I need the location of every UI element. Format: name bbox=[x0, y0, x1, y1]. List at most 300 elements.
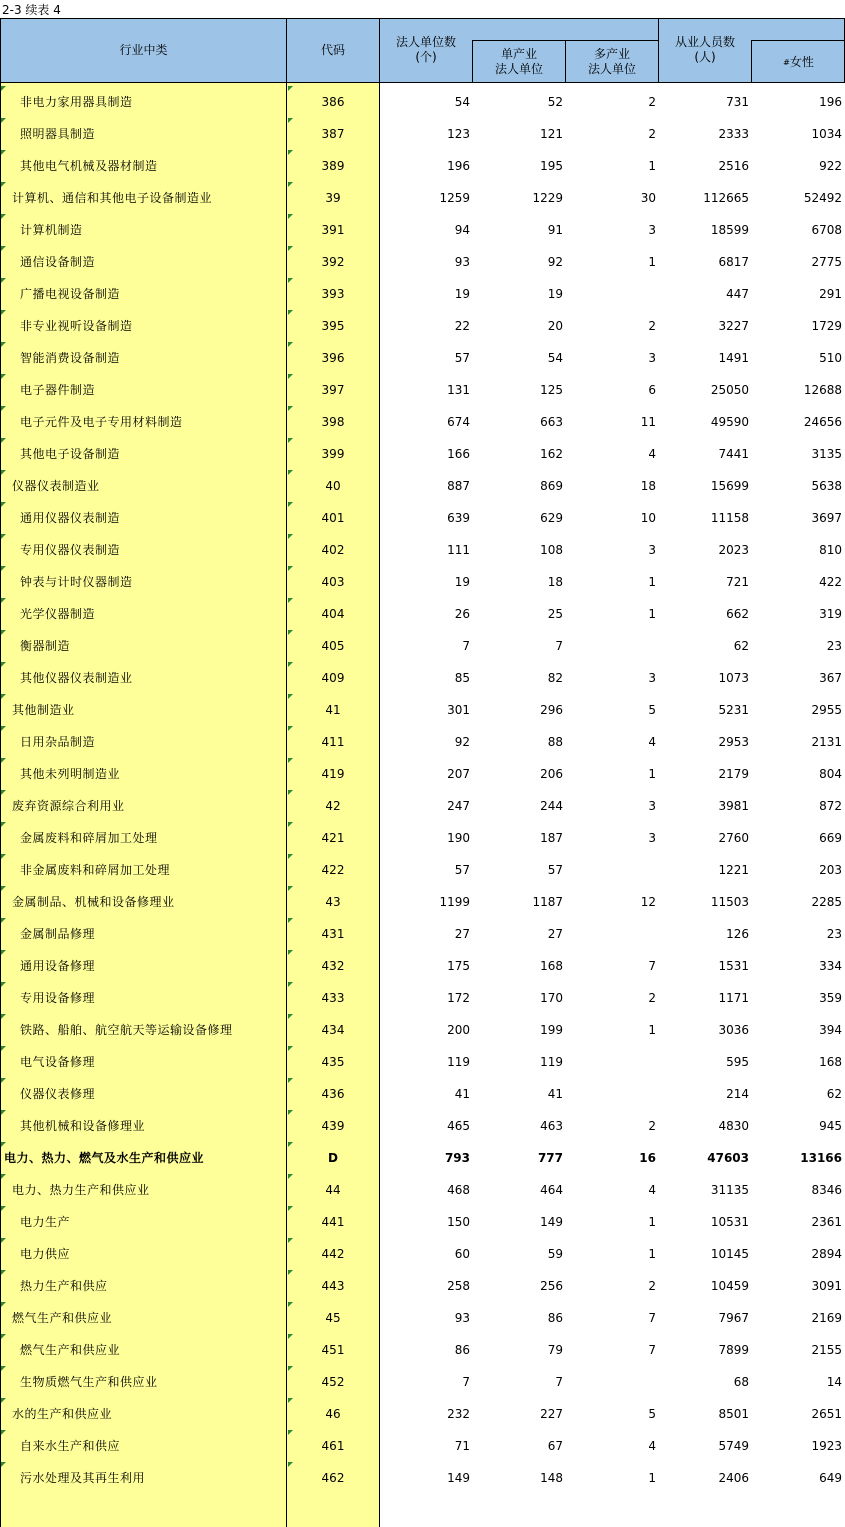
industry-name-cell: 电力供应 bbox=[20, 1247, 71, 1261]
employees-cell: 662 bbox=[726, 607, 749, 621]
multi-industry-cell: 3 bbox=[648, 671, 656, 685]
industry-name-cell: 电气设备修理 bbox=[20, 1055, 96, 1069]
employees-cell: 1491 bbox=[718, 351, 749, 365]
cell-marker-icon bbox=[1, 246, 6, 251]
legal-units-cell: 175 bbox=[447, 959, 470, 973]
grid-line bbox=[751, 40, 752, 82]
code-cell: 442 bbox=[321, 1247, 345, 1261]
female-cell: 810 bbox=[819, 543, 842, 557]
legal-units-cell: 301 bbox=[447, 703, 470, 717]
employees-cell: 1073 bbox=[718, 671, 749, 685]
cell-marker-icon bbox=[1, 854, 6, 859]
cell-marker-icon bbox=[288, 1206, 293, 1211]
industry-name-cell: 通信设备制造 bbox=[20, 255, 96, 269]
cell-marker-icon bbox=[288, 86, 293, 91]
cell-marker-icon bbox=[1, 918, 6, 923]
female-cell: 2894 bbox=[811, 1247, 842, 1261]
code-cell: 461 bbox=[321, 1439, 345, 1453]
table-row bbox=[0, 758, 845, 790]
multi-industry-cell: 1 bbox=[648, 607, 656, 621]
single-industry-cell: 148 bbox=[540, 1471, 563, 1485]
table-row bbox=[0, 1014, 845, 1046]
code-cell: 396 bbox=[321, 351, 345, 365]
cell-marker-icon bbox=[1, 982, 6, 987]
cell-marker-icon bbox=[1, 438, 6, 443]
employees-cell: 1171 bbox=[718, 991, 749, 1005]
grid-line bbox=[286, 18, 287, 1527]
cell-marker-icon bbox=[288, 854, 293, 859]
single-industry-cell: 869 bbox=[540, 479, 563, 493]
legal-units-cell: 639 bbox=[447, 511, 470, 525]
employees-cell: 11158 bbox=[710, 511, 749, 525]
female-cell: 334 bbox=[819, 959, 842, 973]
header-employees-unit: (人) bbox=[694, 50, 716, 64]
female-cell: 2955 bbox=[811, 703, 842, 717]
female-cell: 8346 bbox=[811, 1183, 842, 1197]
cell-marker-icon bbox=[1, 1238, 6, 1243]
cell-marker-icon bbox=[1, 86, 6, 91]
legal-units-cell: 111 bbox=[447, 543, 470, 557]
industry-name-cell: 智能消费设备制造 bbox=[20, 351, 121, 365]
code-cell: 434 bbox=[321, 1023, 345, 1037]
cell-marker-icon bbox=[1, 758, 6, 763]
cell-marker-icon bbox=[288, 886, 293, 891]
female-cell: 367 bbox=[819, 671, 842, 685]
legal-units-cell: 1199 bbox=[439, 895, 470, 909]
multi-industry-cell: 4 bbox=[648, 1439, 656, 1453]
cell-marker-icon bbox=[1, 598, 6, 603]
legal-units-cell: 674 bbox=[447, 415, 470, 429]
female-cell: 649 bbox=[819, 1471, 842, 1485]
industry-name-cell: 电力生产 bbox=[20, 1215, 71, 1229]
industry-name-cell: 燃气生产和供应业 bbox=[12, 1311, 113, 1325]
single-industry-cell: 88 bbox=[547, 735, 563, 749]
multi-industry-cell: 5 bbox=[648, 1407, 656, 1421]
employees-cell: 5231 bbox=[718, 703, 749, 717]
table-row bbox=[0, 950, 845, 982]
cell-marker-icon bbox=[1, 1078, 6, 1083]
multi-industry-cell: 2 bbox=[648, 127, 656, 141]
table-row bbox=[0, 118, 845, 150]
single-industry-cell: 20 bbox=[547, 319, 563, 333]
table-row bbox=[0, 214, 845, 246]
table-row bbox=[0, 1142, 845, 1174]
single-industry-cell: 59 bbox=[547, 1247, 563, 1261]
cell-marker-icon bbox=[1, 150, 6, 155]
industry-name-cell: 光学仪器制造 bbox=[20, 607, 96, 621]
cell-marker-icon bbox=[1, 342, 6, 347]
legal-units-cell: 149 bbox=[447, 1471, 470, 1485]
industry-name-cell: 生物质燃气生产和供应业 bbox=[20, 1375, 158, 1389]
industry-name-cell: 热力生产和供应 bbox=[20, 1279, 108, 1293]
multi-industry-cell: 12 bbox=[640, 895, 656, 909]
legal-units-cell: 232 bbox=[447, 1407, 470, 1421]
header-top-border bbox=[0, 18, 845, 19]
header-industry: 行业中类 bbox=[119, 43, 168, 57]
multi-industry-cell: 18 bbox=[640, 479, 656, 493]
code-cell: 404 bbox=[321, 607, 345, 621]
table-row bbox=[0, 1046, 845, 1078]
legal-units-cell: 200 bbox=[447, 1023, 470, 1037]
legal-units-cell: 92 bbox=[454, 735, 470, 749]
table-row bbox=[0, 534, 845, 566]
table-row bbox=[0, 726, 845, 758]
code-cell: 439 bbox=[321, 1119, 345, 1133]
cell-marker-icon bbox=[288, 822, 293, 827]
multi-industry-cell: 3 bbox=[648, 831, 656, 845]
code-cell: 45 bbox=[325, 1311, 341, 1325]
header-bottom-border bbox=[0, 82, 845, 83]
table-title: 2-3 续表 4 bbox=[2, 3, 61, 17]
industry-name-cell: 广播电视设备制造 bbox=[20, 287, 121, 301]
legal-units-cell: 19 bbox=[454, 287, 470, 301]
cell-marker-icon bbox=[288, 470, 293, 475]
cell-marker-icon bbox=[1, 310, 6, 315]
header-female-mark: # bbox=[783, 57, 790, 67]
cell-marker-icon bbox=[1, 1462, 6, 1467]
female-cell: 2131 bbox=[811, 735, 842, 749]
industry-name-cell: 其他电气机械及器材制造 bbox=[20, 159, 158, 173]
employees-cell: 7441 bbox=[718, 447, 749, 461]
employees-cell: 18599 bbox=[710, 223, 749, 237]
multi-industry-cell: 3 bbox=[648, 543, 656, 557]
industry-name-cell: 电力、热力、燃气及水生产和供应业 bbox=[4, 1151, 205, 1165]
cell-marker-icon bbox=[288, 1142, 293, 1147]
single-industry-cell: 41 bbox=[547, 1087, 563, 1101]
employees-cell: 721 bbox=[726, 575, 749, 589]
grid-line bbox=[379, 18, 380, 1527]
legal-units-cell: 7 bbox=[462, 1375, 470, 1389]
legal-units-cell: 85 bbox=[454, 671, 470, 685]
industry-name-cell: 电子元件及电子专用材料制造 bbox=[20, 415, 183, 429]
industry-name-cell: 计算机、通信和其他电子设备制造业 bbox=[12, 191, 213, 205]
code-cell: 39 bbox=[325, 191, 341, 205]
cell-marker-icon bbox=[288, 598, 293, 603]
legal-units-cell: 19 bbox=[454, 575, 470, 589]
female-cell: 196 bbox=[819, 95, 842, 109]
single-industry-cell: 79 bbox=[547, 1343, 563, 1357]
multi-industry-cell: 1 bbox=[648, 159, 656, 173]
code-cell: 433 bbox=[321, 991, 345, 1005]
employees-cell: 112665 bbox=[703, 191, 749, 205]
code-cell: 411 bbox=[321, 735, 345, 749]
single-industry-cell: 1187 bbox=[532, 895, 563, 909]
cell-marker-icon bbox=[1, 1206, 6, 1211]
header-legal-units-label: 法人单位数 bbox=[395, 35, 456, 49]
cell-marker-icon bbox=[1, 950, 6, 955]
single-industry-cell: 1229 bbox=[532, 191, 563, 205]
table-row bbox=[0, 1462, 845, 1494]
employees-cell: 447 bbox=[726, 287, 749, 301]
cell-marker-icon bbox=[288, 1398, 293, 1403]
single-industry-cell: 206 bbox=[540, 767, 563, 781]
cell-marker-icon bbox=[1, 278, 6, 283]
cell-marker-icon bbox=[1, 1142, 6, 1147]
header-multi-label: 多产业 bbox=[593, 47, 630, 61]
table-row bbox=[0, 822, 845, 854]
female-cell: 13166 bbox=[800, 1151, 842, 1165]
table-row bbox=[0, 1302, 845, 1334]
cell-marker-icon bbox=[1, 182, 6, 187]
employees-cell: 10531 bbox=[710, 1215, 749, 1229]
single-industry-cell: 199 bbox=[540, 1023, 563, 1037]
female-cell: 359 bbox=[819, 991, 842, 1005]
single-industry-cell: 162 bbox=[540, 447, 563, 461]
employees-cell: 214 bbox=[726, 1087, 749, 1101]
legal-units-cell: 7 bbox=[462, 639, 470, 653]
female-cell: 2155 bbox=[811, 1343, 842, 1357]
multi-industry-cell: 2 bbox=[648, 1119, 656, 1133]
single-industry-cell: 52 bbox=[547, 95, 563, 109]
employees-cell: 4830 bbox=[718, 1119, 749, 1133]
industry-name-cell: 污水处理及其再生利用 bbox=[20, 1471, 146, 1485]
employees-cell: 5749 bbox=[718, 1439, 749, 1453]
multi-industry-cell: 1 bbox=[648, 1471, 656, 1485]
legal-units-cell: 207 bbox=[447, 767, 470, 781]
multi-industry-cell: 2 bbox=[648, 319, 656, 333]
cell-marker-icon bbox=[288, 918, 293, 923]
code-cell: 387 bbox=[321, 127, 345, 141]
industry-name-cell: 其他仪器仪表制造业 bbox=[20, 671, 133, 685]
single-industry-cell: 227 bbox=[540, 1407, 563, 1421]
legal-units-cell: 887 bbox=[447, 479, 470, 493]
code-cell: 452 bbox=[321, 1375, 345, 1389]
female-cell: 1923 bbox=[811, 1439, 842, 1453]
employees-cell: 7967 bbox=[718, 1311, 749, 1325]
legal-units-cell: 123 bbox=[447, 127, 470, 141]
female-cell: 6708 bbox=[811, 223, 842, 237]
table-row bbox=[0, 1110, 845, 1142]
cell-marker-icon bbox=[288, 278, 293, 283]
female-cell: 23 bbox=[826, 639, 842, 653]
single-industry-cell: 125 bbox=[540, 383, 563, 397]
table-row bbox=[0, 854, 845, 886]
single-industry-cell: 168 bbox=[540, 959, 563, 973]
code-cell: 451 bbox=[321, 1343, 345, 1357]
cell-marker-icon bbox=[1, 406, 6, 411]
female-cell: 510 bbox=[819, 351, 842, 365]
header-code: 代码 bbox=[320, 43, 345, 57]
industry-name-cell: 日用杂品制造 bbox=[20, 735, 96, 749]
legal-units-cell: 119 bbox=[447, 1055, 470, 1069]
legal-units-cell: 166 bbox=[447, 447, 470, 461]
multi-industry-cell: 7 bbox=[648, 1343, 656, 1357]
cell-marker-icon bbox=[288, 406, 293, 411]
grid-line bbox=[0, 18, 1, 1527]
multi-industry-cell: 3 bbox=[648, 351, 656, 365]
grid-line bbox=[565, 40, 566, 82]
female-cell: 1034 bbox=[811, 127, 842, 141]
cell-marker-icon bbox=[288, 1078, 293, 1083]
employees-cell: 126 bbox=[726, 927, 749, 941]
cell-marker-icon bbox=[1, 470, 6, 475]
female-cell: 804 bbox=[819, 767, 842, 781]
single-industry-cell: 57 bbox=[547, 863, 563, 877]
header-sub-border-2 bbox=[751, 40, 845, 41]
multi-industry-cell: 1 bbox=[648, 1215, 656, 1229]
employees-cell: 2953 bbox=[718, 735, 749, 749]
legal-units-cell: 258 bbox=[447, 1279, 470, 1293]
female-cell: 62 bbox=[826, 1087, 842, 1101]
industry-name-cell: 金属废料和碎屑加工处理 bbox=[20, 831, 158, 845]
female-cell: 669 bbox=[819, 831, 842, 845]
header-legal-units bbox=[380, 33, 472, 67]
table-row bbox=[0, 342, 845, 374]
female-cell: 945 bbox=[819, 1119, 842, 1133]
table-row bbox=[0, 1078, 845, 1110]
industry-name-cell: 非金属废料和碎屑加工处理 bbox=[20, 863, 171, 877]
cell-marker-icon bbox=[1, 662, 6, 667]
code-cell: 421 bbox=[321, 831, 345, 845]
legal-units-cell: 93 bbox=[454, 1311, 470, 1325]
code-cell: 399 bbox=[321, 447, 345, 461]
industry-name-cell: 通用设备修理 bbox=[20, 959, 96, 973]
table-row bbox=[0, 886, 845, 918]
female-cell: 1729 bbox=[811, 319, 842, 333]
female-cell: 291 bbox=[819, 287, 842, 301]
employees-cell: 15699 bbox=[710, 479, 749, 493]
single-industry-cell: 25 bbox=[547, 607, 563, 621]
legal-units-cell: 54 bbox=[454, 95, 470, 109]
table-row bbox=[0, 662, 845, 694]
cell-marker-icon bbox=[1, 1174, 6, 1179]
industry-name-cell: 水的生产和供应业 bbox=[12, 1407, 113, 1421]
single-industry-cell: 19 bbox=[547, 287, 563, 301]
table-row bbox=[0, 1398, 845, 1430]
code-cell: 403 bbox=[321, 575, 345, 589]
code-cell: 419 bbox=[321, 767, 345, 781]
single-industry-cell: 7 bbox=[555, 1375, 563, 1389]
code-cell: 395 bbox=[321, 319, 345, 333]
cell-marker-icon bbox=[1, 118, 6, 123]
cell-marker-icon bbox=[288, 1462, 293, 1467]
employees-cell: 6817 bbox=[718, 255, 749, 269]
cell-marker-icon bbox=[288, 1430, 293, 1435]
code-cell: 46 bbox=[325, 1407, 341, 1421]
cell-marker-icon bbox=[288, 950, 293, 955]
multi-industry-cell: 2 bbox=[648, 1279, 656, 1293]
single-industry-cell: 244 bbox=[540, 799, 563, 813]
code-cell: 389 bbox=[321, 159, 345, 173]
employees-cell: 731 bbox=[726, 95, 749, 109]
employees-cell: 7899 bbox=[718, 1343, 749, 1357]
industry-name-cell: 照明器具制造 bbox=[20, 127, 96, 141]
single-industry-cell: 629 bbox=[540, 511, 563, 525]
industry-name-cell: 钟表与计时仪器制造 bbox=[20, 575, 133, 589]
multi-industry-cell: 11 bbox=[640, 415, 656, 429]
table-row bbox=[0, 630, 845, 662]
industry-name-cell: 非电力家用器具制造 bbox=[20, 95, 133, 109]
female-cell: 52492 bbox=[803, 191, 842, 205]
grid-line bbox=[472, 40, 473, 82]
table-row bbox=[0, 1206, 845, 1238]
cell-marker-icon bbox=[1, 886, 6, 891]
header-employees bbox=[659, 33, 751, 67]
industry-name-cell: 衡器制造 bbox=[20, 639, 71, 653]
employees-cell: 49590 bbox=[710, 415, 749, 429]
single-industry-cell: 18 bbox=[547, 575, 563, 589]
multi-industry-cell: 1 bbox=[648, 255, 656, 269]
code-cell: 402 bbox=[321, 543, 345, 557]
legal-units-cell: 93 bbox=[454, 255, 470, 269]
employees-cell: 595 bbox=[726, 1055, 749, 1069]
table-row bbox=[0, 982, 845, 1014]
single-industry-cell: 187 bbox=[540, 831, 563, 845]
employees-cell: 3981 bbox=[718, 799, 749, 813]
code-cell: 398 bbox=[321, 415, 345, 429]
multi-industry-cell: 2 bbox=[648, 991, 656, 1005]
female-cell: 3091 bbox=[811, 1279, 842, 1293]
cell-marker-icon bbox=[288, 566, 293, 571]
code-cell: 462 bbox=[321, 1471, 345, 1485]
header-multi bbox=[566, 43, 658, 81]
cell-marker-icon bbox=[288, 502, 293, 507]
code-cell: 405 bbox=[321, 639, 345, 653]
cell-marker-icon bbox=[1, 502, 6, 507]
industry-name-cell: 仪器仪表制造业 bbox=[12, 479, 100, 493]
code-cell: 44 bbox=[325, 1183, 341, 1197]
employees-cell: 25050 bbox=[710, 383, 749, 397]
industry-name-cell: 专用仪器仪表制造 bbox=[20, 543, 121, 557]
legal-units-cell: 86 bbox=[454, 1343, 470, 1357]
cell-marker-icon bbox=[288, 1014, 293, 1019]
cell-marker-icon bbox=[1, 214, 6, 219]
table-row bbox=[0, 150, 845, 182]
employees-cell: 31135 bbox=[710, 1183, 749, 1197]
cell-marker-icon bbox=[1, 1366, 6, 1371]
table-row bbox=[0, 566, 845, 598]
female-cell: 394 bbox=[819, 1023, 842, 1037]
female-cell: 3697 bbox=[811, 511, 842, 525]
table-row bbox=[0, 1334, 845, 1366]
multi-industry-cell: 4 bbox=[648, 1183, 656, 1197]
multi-industry-cell: 2 bbox=[648, 95, 656, 109]
multi-industry-cell: 4 bbox=[648, 447, 656, 461]
female-cell: 319 bbox=[819, 607, 842, 621]
employees-cell: 68 bbox=[733, 1375, 749, 1389]
table-row bbox=[0, 694, 845, 726]
legal-units-cell: 465 bbox=[447, 1119, 470, 1133]
legal-units-cell: 60 bbox=[454, 1247, 470, 1261]
industry-name-cell: 其他制造业 bbox=[12, 703, 75, 717]
table-row bbox=[0, 310, 845, 342]
table-row bbox=[0, 1174, 845, 1206]
female-cell: 2775 bbox=[811, 255, 842, 269]
single-industry-cell: 86 bbox=[547, 1311, 563, 1325]
legal-units-cell: 22 bbox=[454, 319, 470, 333]
table-row bbox=[0, 246, 845, 278]
single-industry-cell: 777 bbox=[537, 1151, 563, 1165]
code-cell: 432 bbox=[321, 959, 345, 973]
grid-line bbox=[658, 18, 659, 82]
cell-marker-icon bbox=[288, 150, 293, 155]
code-cell: 397 bbox=[321, 383, 345, 397]
table-header bbox=[0, 19, 845, 82]
employees-cell: 62 bbox=[733, 639, 749, 653]
legal-units-cell: 190 bbox=[447, 831, 470, 845]
cell-marker-icon bbox=[1, 1014, 6, 1019]
code-cell: 431 bbox=[321, 927, 345, 941]
cell-marker-icon bbox=[1, 694, 6, 699]
code-cell: 422 bbox=[321, 863, 345, 877]
employees-cell: 2406 bbox=[718, 1471, 749, 1485]
table-row bbox=[0, 374, 845, 406]
cell-marker-icon bbox=[288, 1334, 293, 1339]
cell-marker-icon bbox=[288, 182, 293, 187]
legal-units-cell: 57 bbox=[454, 351, 470, 365]
cell-marker-icon bbox=[1, 822, 6, 827]
employees-cell: 2516 bbox=[718, 159, 749, 173]
